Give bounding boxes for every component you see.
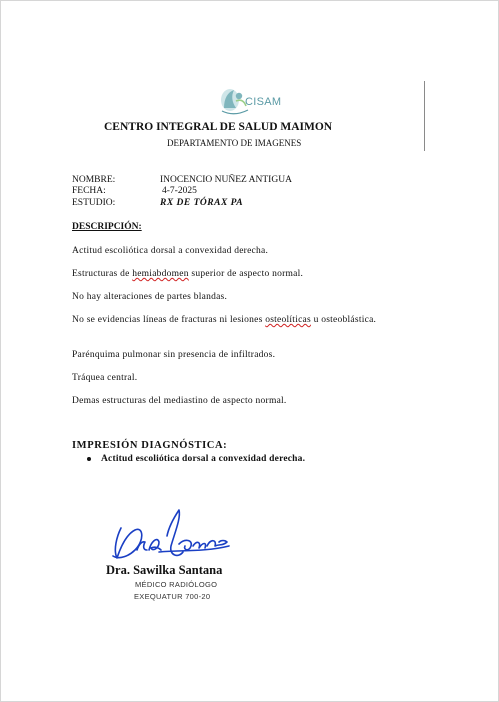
finding-7: Demas estructuras del mediastino de aspecto normal. [72, 396, 287, 406]
bullet-icon [87, 457, 91, 461]
date-value: 4-7-2025 [162, 186, 197, 196]
doctor-exequatur: EXEQUATUR 700-20 [134, 592, 211, 601]
spellcheck-word: hemiabdomen [132, 269, 189, 279]
finding-2: Estructuras de hemiabdomen superior de aspecto normal. [72, 269, 304, 279]
impression-heading: IMPRESIÓN DIAGNÓSTICA: [72, 440, 228, 451]
description-heading: DESCRIPCIÓN: [72, 222, 142, 232]
date-label: FECHA: [72, 186, 106, 196]
impression-item: Actitud escoliótica dorsal a convexidad derecha. [87, 454, 305, 464]
doctor-name: Dra. Sawilka Santana [106, 563, 223, 577]
department-name: DEPARTAMENTO DE IMAGENES [167, 138, 302, 148]
finding-6: Tráquea central. [72, 373, 138, 383]
finding-3: No hay alteraciones de partes blandas. [72, 292, 228, 302]
finding-5: Parénquima pulmonar sin presencia de infiltrados. [72, 350, 276, 360]
doctor-title: MÉDICO RADIÓLOGO [135, 580, 218, 589]
margin-rule [424, 81, 425, 151]
spellcheck-word: osteolíticas [265, 315, 311, 325]
logo-wordmark: CISAM [245, 96, 282, 108]
study-label: ESTUDIO: [72, 198, 116, 208]
study-value: RX DE TÓRAX PA [160, 198, 244, 208]
handwritten-signature [109, 506, 234, 568]
finding-4: No se evidencias líneas de fracturas ni lesiones osteolíticas u osteoblástica. [72, 315, 377, 325]
finding-1: Actitud escoliótica dorsal a convexidad derecha. [72, 246, 269, 256]
patient-name-value: INOCENCIO NUÑEZ ANTIGUA [160, 175, 292, 185]
patient-name-label: NOMBRE: [72, 175, 116, 185]
organization-name: CENTRO INTEGRAL DE SALUD MAIMON [104, 121, 333, 133]
